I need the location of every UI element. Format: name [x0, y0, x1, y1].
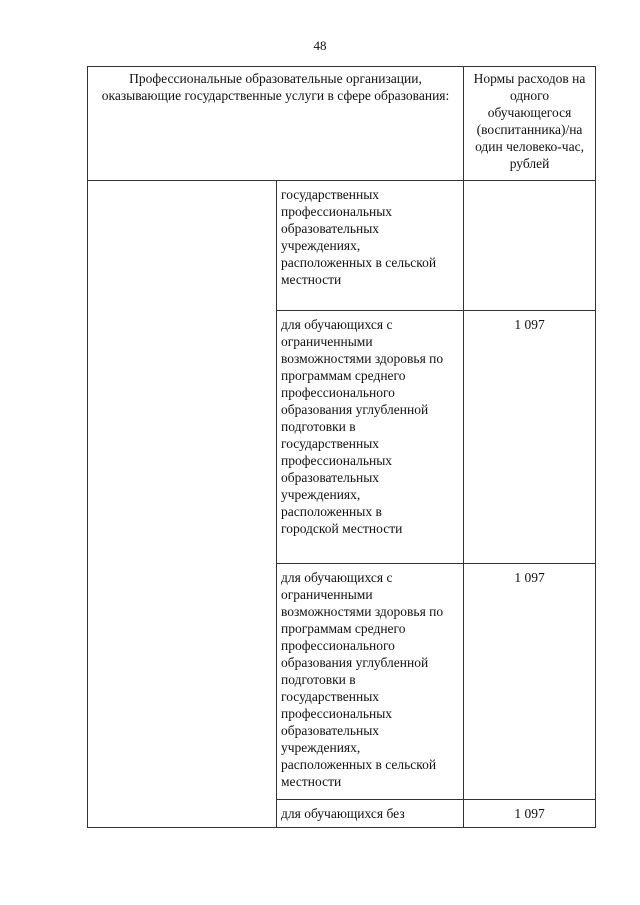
row-value — [464, 181, 596, 311]
table-row — [88, 181, 596, 311]
norms-table — [87, 66, 596, 828]
row-value: 1 097 — [464, 800, 596, 828]
header-organizations: Профессиональные образовательные организации, оказывающие государственные услуги в сфере образования: — [88, 67, 464, 181]
row-value: 1 097 — [464, 311, 596, 564]
page-number: 48 — [313, 38, 327, 53]
organization-cell — [88, 181, 277, 828]
row-description: для обучающихся с ограниченными возможностями здоровья по программам среднего профессионального образования углубленной подготовки в государственных профессиональных образовательных учреждениях, расположенных в городской местности — [277, 311, 464, 564]
row-value: 1 097 — [464, 564, 596, 800]
table-header-row — [88, 67, 596, 181]
header-norms: Нормы расходов на одного обучающегося (воспитанника)/на один человеко-час, рублей — [464, 67, 596, 181]
row-description: государственных профессиональных образовательных учреждениях, расположенных в сельской местности — [277, 181, 464, 311]
row-description: для обучающихся с ограниченными возможностями здоровья по программам среднего профессионального образования углубленной подготовки в государственных профессиональных образовательных учреждениях, расположенных в сельской местности — [277, 564, 464, 800]
row-description: для обучающихся без — [277, 800, 464, 828]
